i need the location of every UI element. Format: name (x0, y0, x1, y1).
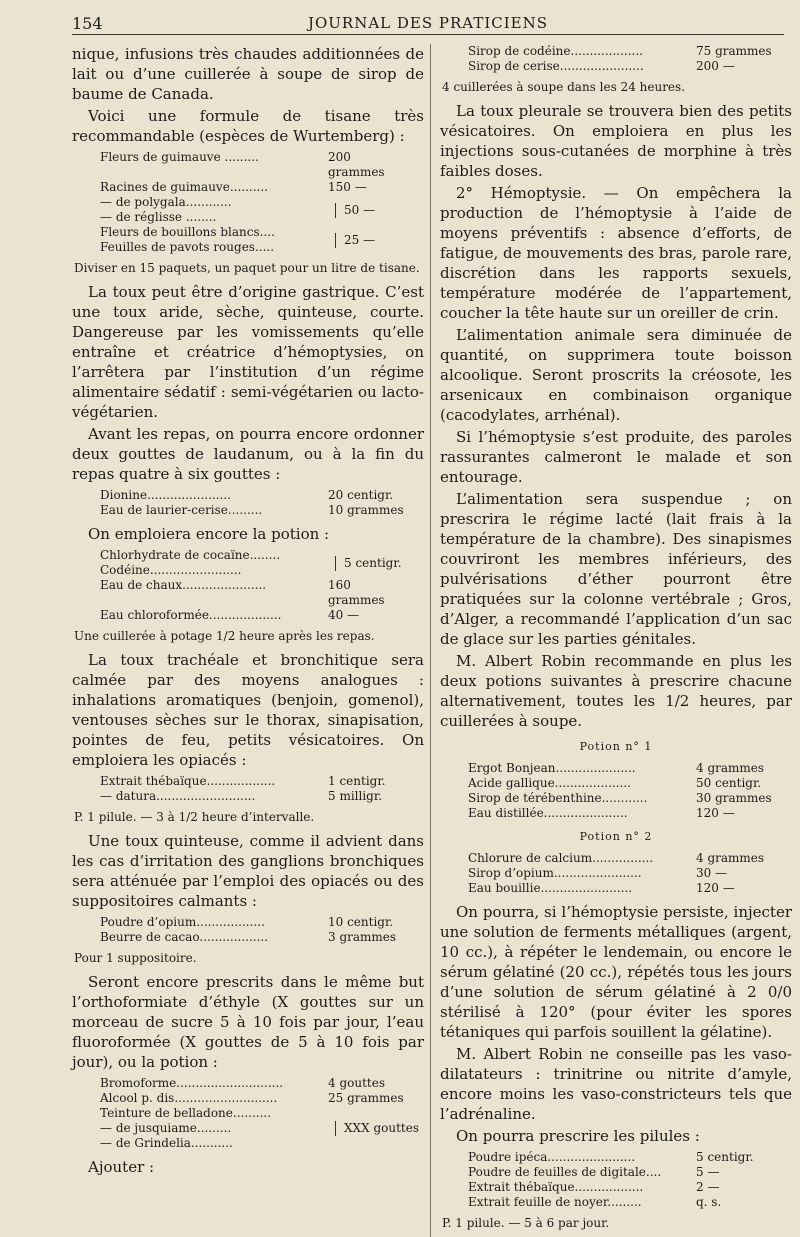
right-column (440, 44, 792, 1237)
potion-1-title: Potion n° 1 (579, 740, 653, 753)
paragraph: On emploiera encore la potion : (88, 525, 330, 543)
formula-note: Diviser en 15 paquets, un paquet pour un litre de tisane. (74, 261, 420, 275)
potion-2-title: Potion n° 2 (579, 830, 653, 843)
paragraph: Si l’hémoptysie s’est produite, des paroles rassurantes calmeront le malade et son entourage. (440, 428, 792, 486)
paragraph: On pourra, si l’hémoptysie persiste, injecter une solution de ferments métalliques (argent, 10 cc.), à répéter le lendemain, ou encore le sérum gélatiné (20 cc.), répétés tous les jours d’une solution de sérum gélatiné à 2 0/0 stérilisé à 120° (pour éviter les spores tétaniques qui parfois souillent la gélatine). (440, 903, 792, 1041)
paragraph: Ajouter : (88, 1158, 155, 1176)
paragraph: L’alimentation sera suspendue ; on prescrira le régime lacté (lait frais à la température de la chambre). Des sinapismes couvriront les membres inférieurs, des pulvérisations d’éther pourront être pratiquées sur la colonne vertébrale ; Gros, d’Alger, a recommandé l’application d’un sac de glace sur les parties génitales. (440, 490, 792, 648)
journal-title: JOURNAL DES PRATICIENS (307, 14, 549, 32)
drops-formula: Dionine...................... 20 centigr. Eau de laurier-cerise......... 10 grammes (100, 488, 404, 517)
formula-row: Racines de guimauve.......... 150 — (100, 180, 367, 194)
formula-note: Pour 1 suppositoire. (74, 951, 197, 965)
header-rule (72, 34, 784, 35)
paragraph: On pourra prescrire les pilules : (456, 1127, 700, 1145)
opiates-formula: Extrait thébaïque.................. 1 centigr. — datura.......................... 5 milligr. (100, 774, 386, 803)
paragraph: Seront encore prescrits dans le même but l’orthoformiate d’éthyle (X gouttes sur un morceau de sucre 5 à 10 fois par jour, l’eau fluoroformée (X gouttes de 5 à 10 fois par jour), ou la potion : (72, 973, 424, 1071)
paragraph: Une toux quinteuse, comme il advient dans les cas d’irritation des ganglions bronchiques sera atténuée par l’emploi des opiacés ou des suppositoires calmants : (72, 832, 424, 910)
potion-2-formula: Chlorure de calcium................ 4 grammes Sirop d’opium....................... 30 — Eau bouillie........................ 120 — (468, 851, 765, 895)
formula-note: 4 cuillerées à soupe dans les 24 heures. (442, 80, 686, 94)
potion-1-formula: Ergot Bonjean..................... 4 grammes Acide gallique.................... 50 centigr. Sirop de térébenthine............ 30 grammes Eau distillée...................... 120 — (468, 761, 772, 820)
final-formula: Bromoforme............................ 4 gouttes Alcool p. dis........................... 25 grammes Teinture de belladone.......... — de jusquiame......... — de Grindelia........... XXX gouttes (100, 1076, 424, 1151)
formula-note: Une cuillerée à potage 1/2 heure après les repas. (74, 629, 375, 643)
paragraph: La toux pleurale se trouvera bien des petits vésicatoires. On emploiera en plus les injections sous-cutanées de morphine à très faibles doses. (440, 102, 792, 180)
column-divider (430, 44, 431, 1237)
paragraph: L’alimentation animale sera diminuée de quantité, on supprimera toute boisson alcoolique. Seront proscrits la créosote, les arsenicaux en combinaison organique (cacodylates, arrhénal). (440, 326, 792, 424)
page-header (72, 12, 784, 42)
paragraph: M. Albert Robin recommande en plus les deux potions suivantes à prescrire chacune alternativement, toutes les 1/2 heures, par cuillerées à soupe. (440, 652, 792, 730)
paragraph: La toux trachéale et bronchitique sera calmée par des moyens analogues : inhalations aromatiques (benjoin, gomenol), ventouses sèches sur le thorax, sinapisation, pointes de feu, petits vésicatoires. On emploiera les opiacés : (72, 651, 424, 769)
formula-note: P. 1 pilule. — 3 à 1/2 heure d’intervalle. (74, 810, 315, 824)
left-column (72, 44, 424, 1179)
page-number: 154 (72, 14, 103, 33)
codeine-formula: Sirop de codéine................... 75 grammes Sirop de cerise...................... 200 — (468, 44, 772, 73)
paragraph: Voici une formule de tisane très recommandable (espèces de Wurtemberg) : (72, 107, 424, 145)
formula-group: Fleurs de bouillons blancs.... Feuilles de pavots rouges..... 25 — (100, 225, 424, 255)
paragraph: La toux peut être d’origine gastrique. C’est une toux aride, sèche, quinteuse, courte. Dangereuse par les vomissements qu’elle entraîne et créatrice d’hémoptysies, on l’arrêtera par l’institution d’un régime alimentaire sédatif : semi-végétarien ou lacto-végétarien. (72, 283, 424, 421)
formula-row: Fleurs de guimauve ......... 200 grammes (100, 150, 385, 179)
formula-group: — de polygala............ — de réglisse ........ 50 — (100, 195, 424, 225)
tisane-formula (100, 150, 424, 255)
pills-formula: Poudre ipéca....................... 5 centigr. Poudre de feuilles de digitale.... 5 — Extrait thébaïque.................. 2 — Extrait feuille de noyer......... q. s. (468, 1150, 754, 1209)
suppository-formula: Poudre d’opium.................. 10 centigr. Beurre de cacao.................. 3 grammes (100, 915, 397, 944)
paragraph: M. Albert Robin ne conseille pas les vaso-dilatateurs : trinitrine ou nitrite d’amyle, encore moins les vaso-constricteurs tels que l’adrénaline. (440, 1045, 792, 1123)
paragraph: Avant les repas, on pourra encore ordonner deux gouttes de laudanum, ou à la fin du repas quatre à six gouttes : (72, 425, 424, 483)
formula-note: P. 1 pilule. — 5 à 6 par jour. (442, 1216, 610, 1230)
paragraph: 2° Hémoptysie. — On empêchera la production de l’hémoptysie à l’aide de moyens préventifs : absence d’efforts, de fatigue, de mouvements des bras, parole rare, discrétion dans les rapports sexuels, température modérée de l’appartement, coucher la tête haute sur un oreiller de crin. (440, 184, 792, 322)
potion-formula: Chlorhydrate de cocaïne........ Codéine........................ 5 centigr. Eau de chaux...................... 160 grammes Eau chloroformée................... 40 — (100, 548, 424, 623)
paragraph: nique, infusions très chaudes additionnées de lait ou d’une cuillerée à soupe de sirop de baume de Canada. (72, 45, 424, 103)
